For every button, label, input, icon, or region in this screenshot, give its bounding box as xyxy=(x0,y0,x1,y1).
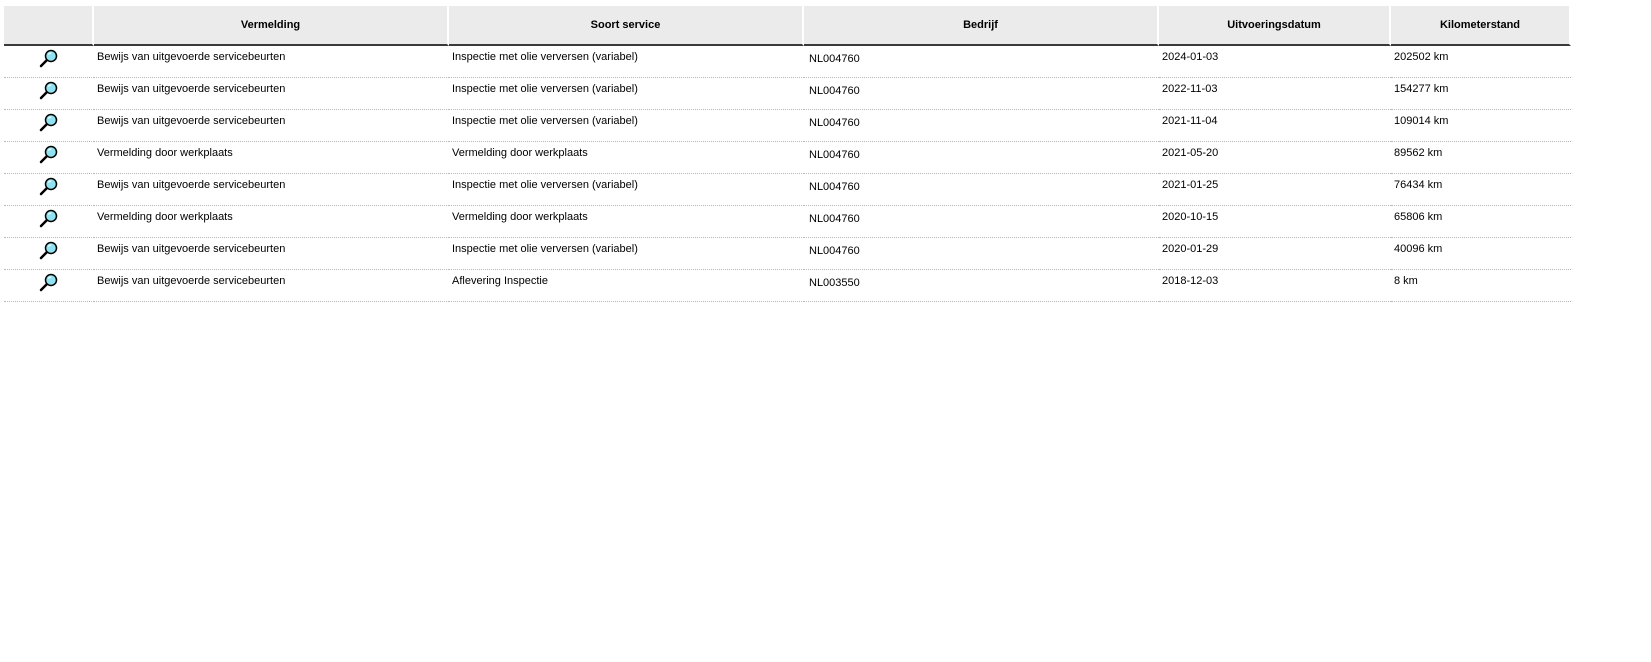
header-kilometerstand[interactable]: Kilometerstand xyxy=(1391,6,1571,46)
cell-spacer xyxy=(1571,142,1651,174)
cell-soort-service: Inspectie met olie verversen (variabel) xyxy=(449,174,804,206)
cell-bedrijf: NL004760 xyxy=(804,206,1159,238)
cell-uitvoeringsdatum: 2022-11-03 xyxy=(1159,78,1391,110)
table-body xyxy=(4,46,1651,302)
cell-vermelding: Vermelding door werkplaats xyxy=(94,206,449,238)
cell-kilometerstand: 40096 km xyxy=(1391,238,1571,270)
header-vermelding[interactable]: Vermelding xyxy=(94,6,449,46)
table-header-row xyxy=(4,6,1651,46)
cell-bedrijf: NL004760 xyxy=(804,142,1159,174)
magnifier-icon[interactable] xyxy=(39,48,59,68)
cell-bedrijf: NL004760 xyxy=(804,110,1159,142)
cell-vermelding: Bewijs van uitgevoerde servicebeurten xyxy=(94,270,449,302)
view-cell xyxy=(4,206,94,238)
view-cell xyxy=(4,174,94,206)
cell-uitvoeringsdatum: 2020-10-15 xyxy=(1159,206,1391,238)
view-cell xyxy=(4,78,94,110)
cell-vermelding: Vermelding door werkplaats xyxy=(94,142,449,174)
table-row xyxy=(4,174,1651,206)
header-soort-service[interactable]: Soort service xyxy=(449,6,804,46)
cell-soort-service: Aflevering Inspectie xyxy=(449,270,804,302)
cell-uitvoeringsdatum: 2024-01-03 xyxy=(1159,46,1391,78)
cell-spacer xyxy=(1571,174,1651,206)
magnifier-icon[interactable] xyxy=(39,144,59,164)
table-row xyxy=(4,78,1651,110)
cell-uitvoeringsdatum: 2021-05-20 xyxy=(1159,142,1391,174)
cell-spacer xyxy=(1571,206,1651,238)
cell-vermelding: Bewijs van uitgevoerde servicebeurten xyxy=(94,238,449,270)
view-cell xyxy=(4,238,94,270)
header-uitvoeringsdatum[interactable]: Uitvoeringsdatum xyxy=(1159,6,1391,46)
cell-spacer xyxy=(1571,270,1651,302)
cell-bedrijf: NL004760 xyxy=(804,78,1159,110)
cell-soort-service: Vermelding door werkplaats xyxy=(449,206,804,238)
cell-spacer xyxy=(1571,78,1651,110)
header-spacer xyxy=(1571,6,1651,46)
cell-bedrijf: NL003550 xyxy=(804,270,1159,302)
cell-kilometerstand: 154277 km xyxy=(1391,78,1571,110)
table-row xyxy=(4,270,1651,302)
magnifier-icon[interactable] xyxy=(39,112,59,132)
table-row xyxy=(4,238,1651,270)
cell-vermelding: Bewijs van uitgevoerde servicebeurten xyxy=(94,110,449,142)
cell-soort-service: Inspectie met olie verversen (variabel) xyxy=(449,238,804,270)
cell-bedrijf: NL004760 xyxy=(804,174,1159,206)
cell-uitvoeringsdatum: 2021-01-25 xyxy=(1159,174,1391,206)
cell-vermelding: Bewijs van uitgevoerde servicebeurten xyxy=(94,174,449,206)
cell-spacer xyxy=(1571,238,1651,270)
cell-kilometerstand: 76434 km xyxy=(1391,174,1571,206)
cell-vermelding: Bewijs van uitgevoerde servicebeurten xyxy=(94,78,449,110)
view-cell xyxy=(4,46,94,78)
cell-kilometerstand: 109014 km xyxy=(1391,110,1571,142)
cell-uitvoeringsdatum: 2020-01-29 xyxy=(1159,238,1391,270)
cell-uitvoeringsdatum: 2018-12-03 xyxy=(1159,270,1391,302)
table-row xyxy=(4,142,1651,174)
cell-soort-service: Inspectie met olie verversen (variabel) xyxy=(449,46,804,78)
cell-bedrijf: NL004760 xyxy=(804,238,1159,270)
table-row xyxy=(4,46,1651,78)
cell-vermelding: Bewijs van uitgevoerde servicebeurten xyxy=(94,46,449,78)
view-cell xyxy=(4,270,94,302)
magnifier-icon[interactable] xyxy=(39,176,59,196)
cell-soort-service: Vermelding door werkplaats xyxy=(449,142,804,174)
service-history xyxy=(4,6,1651,302)
magnifier-icon[interactable] xyxy=(39,80,59,100)
header-bedrijf[interactable]: Bedrijf xyxy=(804,6,1159,46)
view-cell xyxy=(4,142,94,174)
magnifier-icon[interactable] xyxy=(39,272,59,292)
magnifier-icon[interactable] xyxy=(39,240,59,260)
cell-kilometerstand: 8 km xyxy=(1391,270,1571,302)
magnifier-icon[interactable] xyxy=(39,208,59,228)
cell-bedrijf: NL004760 xyxy=(804,46,1159,78)
header-icon-column xyxy=(4,6,94,46)
cell-soort-service: Inspectie met olie verversen (variabel) xyxy=(449,78,804,110)
view-cell xyxy=(4,110,94,142)
cell-kilometerstand: 65806 km xyxy=(1391,206,1571,238)
service-history-table xyxy=(4,6,1651,302)
cell-spacer xyxy=(1571,46,1651,78)
cell-kilometerstand: 89562 km xyxy=(1391,142,1571,174)
cell-uitvoeringsdatum: 2021-11-04 xyxy=(1159,110,1391,142)
table-row xyxy=(4,206,1651,238)
cell-soort-service: Inspectie met olie verversen (variabel) xyxy=(449,110,804,142)
table-row xyxy=(4,110,1651,142)
cell-kilometerstand: 202502 km xyxy=(1391,46,1571,78)
cell-spacer xyxy=(1571,110,1651,142)
